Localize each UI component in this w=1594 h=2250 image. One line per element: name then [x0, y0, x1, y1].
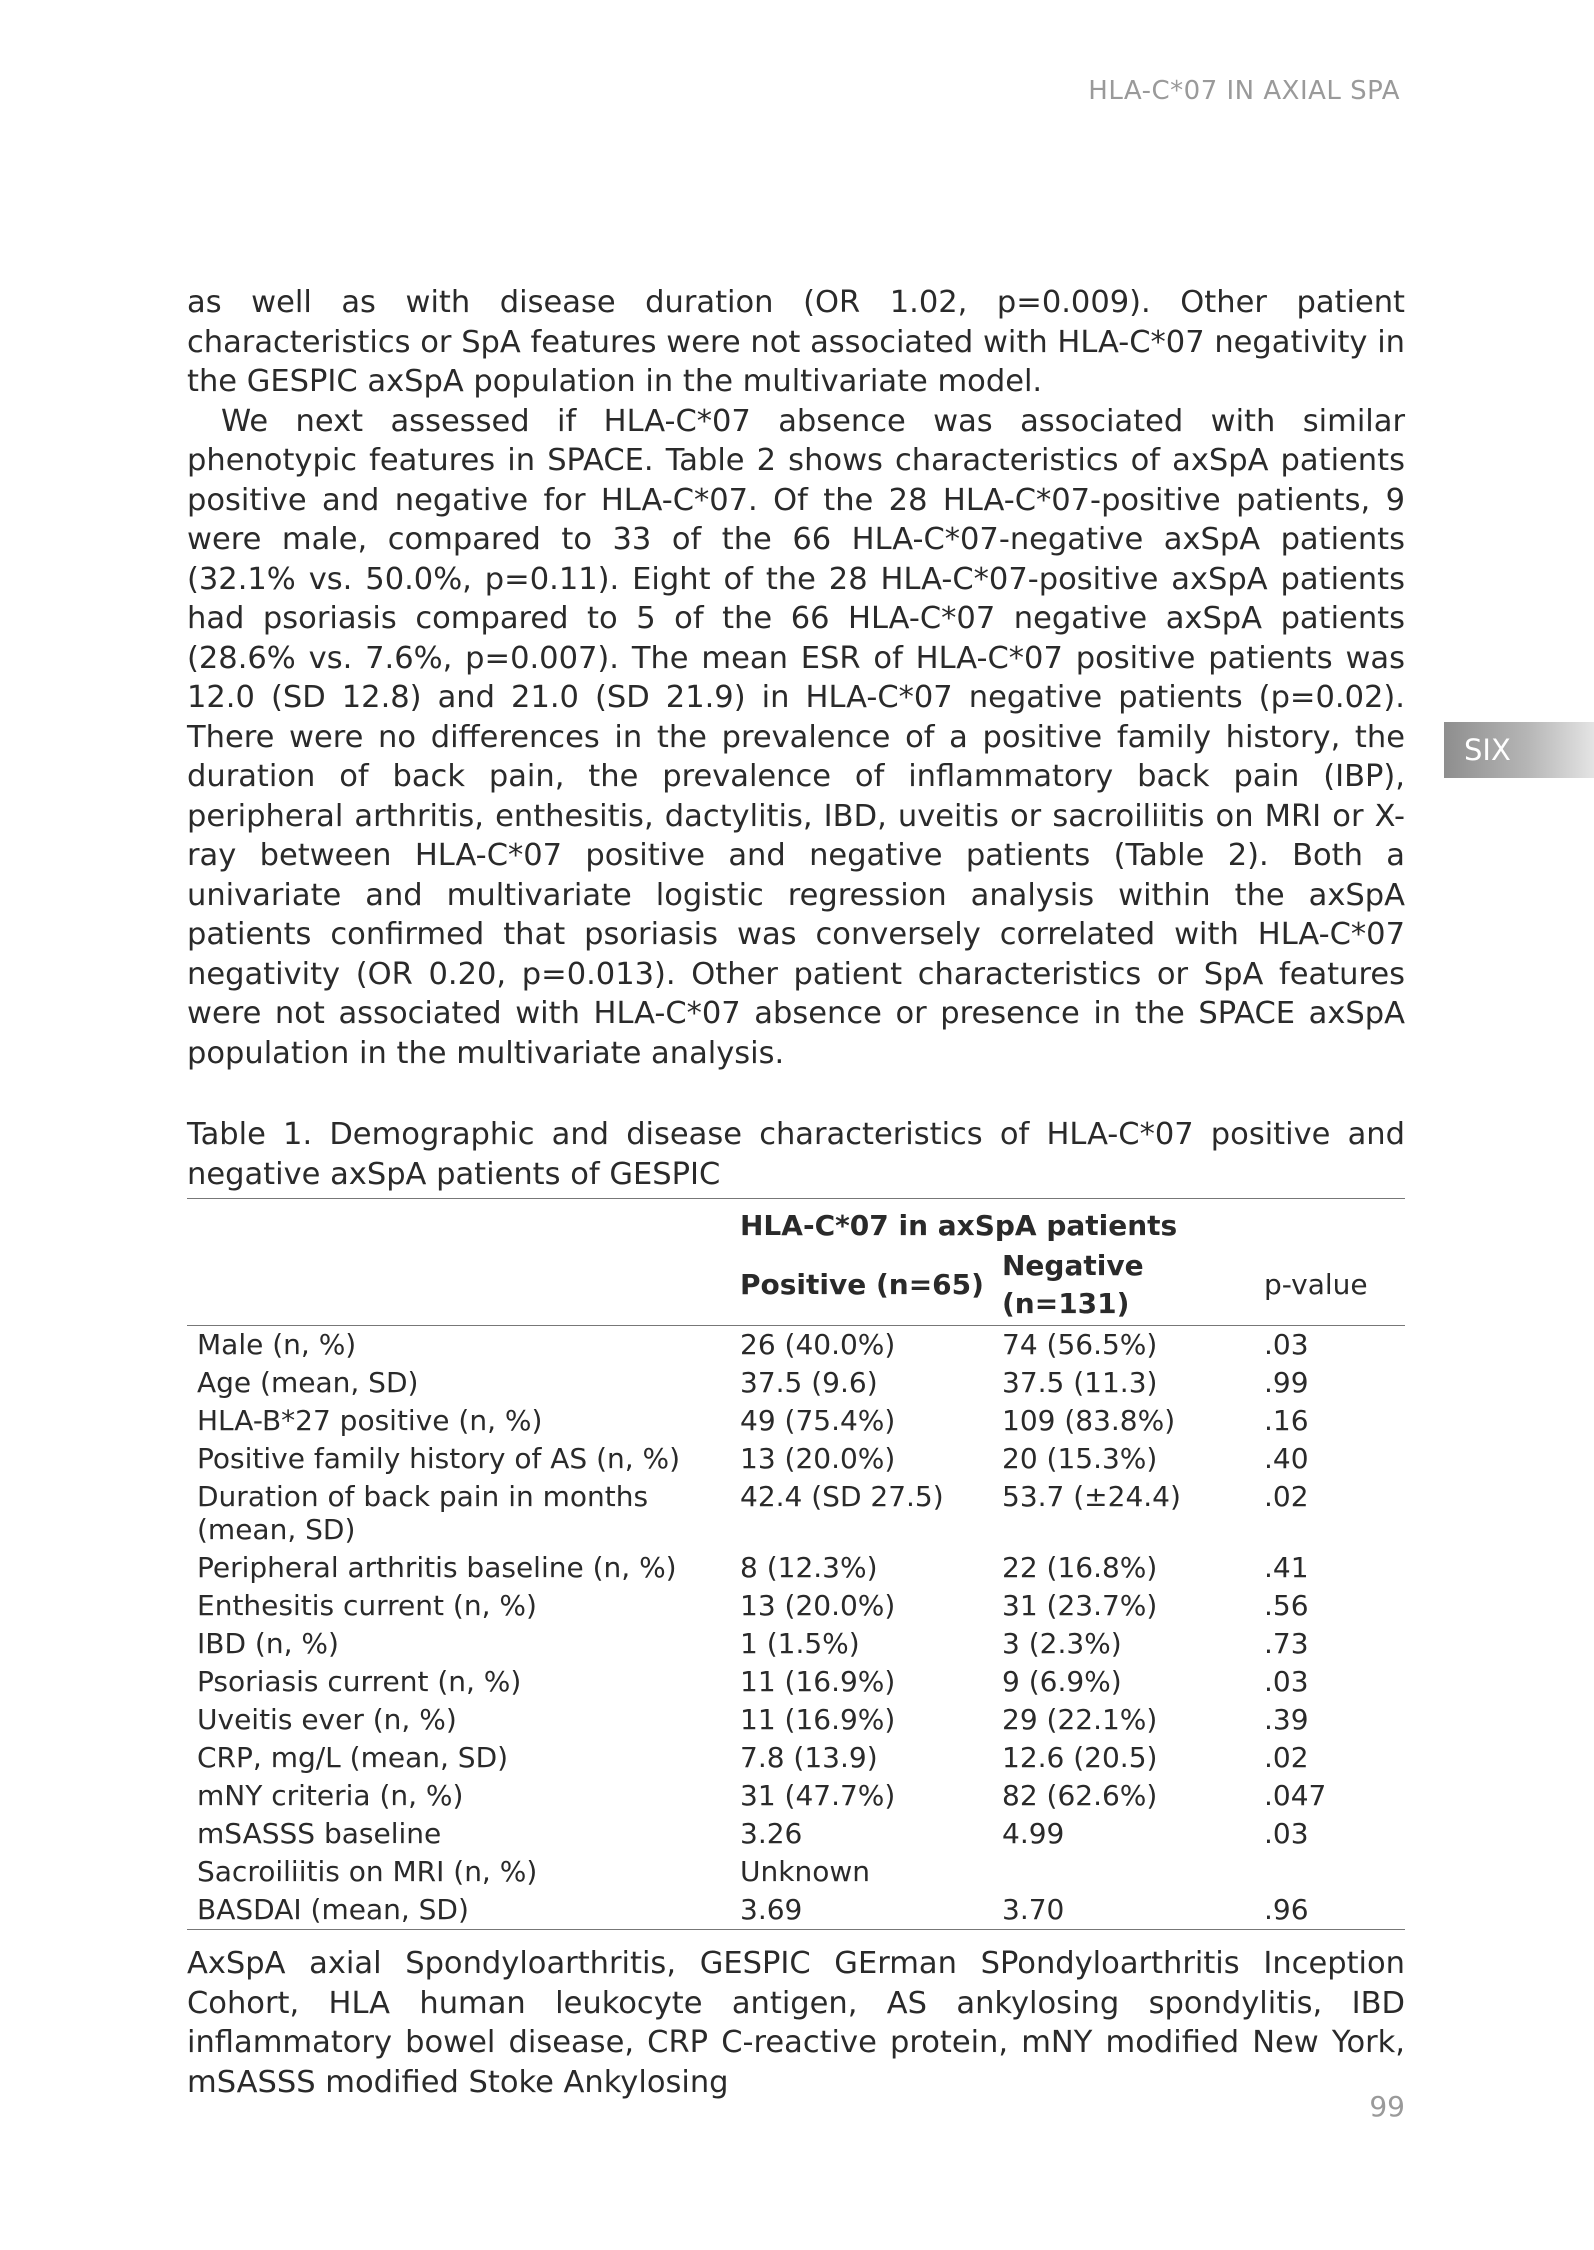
table-row [187, 1625, 1405, 1663]
row-p-value: .41 [1264, 1551, 1309, 1584]
row-negative-value: 4.99 [1002, 1817, 1065, 1850]
row-p-value: .40 [1264, 1442, 1309, 1475]
row-negative-value [1002, 1853, 1264, 1891]
table-footnote: AxSpA axial Spondyloarthritis, GESPIC GErman SPondyloarthritis Inception Cohort, HLA human leukocyte antigen, AS ankylosing spondylitis, IBD inflammatory bowel disease, CRP C-reactive protein, mNY modified New York, mSASSS modified Stoke Ankylosing [187, 1946, 1405, 2100]
row-negative-value: 37.5 (11.3) [1002, 1366, 1158, 1399]
paragraph-2: We next assessed if HLA-C*07 absence was associated with similar phenotypic features in SPACE. Table 2 shows characteristics of axSpA patients positive and negative for HLA-C*07. Of the 28 HLA-C*07-positive patients, 9 were male, compared to 33 of the 66 HLA-C*07-negative axSpA patients (32.1% vs. 50.0%, p=0.11). Eight of the 28 HLA-C*07-positive axSpA patients had psoriasis compared to 5 of the 66 HLA-C*07 negative axSpA patients (28.6% vs. 7.6%, p=0.007). The mean ESR of HLA-C*07 positive patients was 12.0 (SD 12.8) and 21.0 (SD 21.9) in HLA-C*07 negative patients (p=0.02). There were no differences in the prevalence of a positive family history, the duration of back pain, the prevalence of inflammatory back pain (IBP), peripheral arthritis, enthesitis, dactylitis, IBD, uveitis or sacroiliitis on MRI or X-ray between HLA-C*07 positive and negative patients (Table 2). Both a univariate and multivariate logistic regression analysis within the axSpA patients confirmed that psoriasis was conversely correlated with HLA-C*07 negativity (OR 0.20, p=0.013). Other patient characteristics or SpA features were not associated with HLA-C*07 absence or presence in the SPACE axSpA population in the multivariate analysis. [187, 403, 1405, 1071]
row-positive-value: 31 (47.7%) [740, 1779, 896, 1812]
row-positive-value: 13 (20.0%) [740, 1589, 896, 1622]
row-positive-value: 11 (16.9%) [740, 1665, 896, 1698]
row-positive-value: 7.8 (13.9) [740, 1741, 878, 1774]
row-p-value: .02 [1264, 1741, 1309, 1774]
header-empty-cell [1264, 1199, 1405, 1248]
row-positive-value: 3.26 [740, 1817, 803, 1850]
table-row [187, 1364, 1405, 1402]
row-p-value: .56 [1264, 1589, 1309, 1622]
table-row [187, 1440, 1405, 1478]
table-row [187, 1549, 1405, 1587]
row-negative-value: 22 (16.8%) [1002, 1551, 1158, 1584]
row-label: Age (mean, SD) [197, 1366, 419, 1399]
row-p-value: .03 [1264, 1665, 1309, 1698]
row-positive-value: 37.5 (9.6) [740, 1366, 878, 1399]
row-positive-value: 13 (20.0%) [740, 1442, 896, 1475]
table-row [187, 1701, 1405, 1739]
row-positive-value: 3.69 [740, 1891, 1002, 1930]
row-positive-value: Unknown [740, 1855, 870, 1888]
row-label: Sacroiliitis on MRI (n, %) [197, 1855, 538, 1888]
row-label [187, 1478, 740, 1549]
row-negative-value: 3.70 [1002, 1891, 1264, 1930]
row-positive-value: 49 (75.4%) [740, 1404, 896, 1437]
row-p-value [1264, 1853, 1405, 1891]
row-p-value: .99 [1264, 1366, 1309, 1399]
row-label: HLA-B*27 positive (n, %) [197, 1404, 543, 1437]
col-negative-header: Negative (n=131) [1002, 1247, 1264, 1326]
page-content [187, 283, 1405, 2102]
row-positive-value: 8 (12.3%) [740, 1551, 878, 1584]
row-label: CRP, mg/L (mean, SD) [197, 1741, 509, 1774]
row-p-value: .39 [1264, 1703, 1309, 1736]
row-label: IBD (n, %) [197, 1627, 339, 1660]
table-row [187, 1402, 1405, 1440]
row-positive-value: 1 (1.5%) [740, 1627, 860, 1660]
row-label-text: Duration of back pain in months (mean, SD) [197, 1480, 649, 1546]
table-group-header-row [187, 1199, 1405, 1248]
row-negative-value: 3 (2.3%) [1002, 1627, 1122, 1660]
row-negative-value: 109 (83.8%) [1002, 1404, 1176, 1437]
row-negative-value: 20 (15.3%) [1002, 1442, 1158, 1475]
table-row [187, 1815, 1405, 1853]
table-row [187, 1326, 1405, 1365]
row-label: Enthesitis current (n, %) [197, 1589, 537, 1622]
row-p-value: .73 [1264, 1627, 1309, 1660]
row-negative-value: 53.7 (±24.4) [1002, 1480, 1181, 1513]
col-positive-header: Positive (n=65) [740, 1247, 1002, 1326]
row-p-value: .02 [1264, 1480, 1309, 1513]
header-empty-cell [187, 1199, 740, 1248]
header-empty-cell [187, 1247, 740, 1326]
row-label: Positive family history of AS (n, %) [197, 1442, 681, 1475]
row-negative-value: 82 (62.6%) [1002, 1779, 1158, 1812]
row-label: Psoriasis current (n, %) [197, 1665, 522, 1698]
row-negative-value: 74 (56.5%) [1002, 1328, 1158, 1361]
row-negative-value: 9 (6.9%) [1002, 1665, 1122, 1698]
row-positive-value: 26 (40.0%) [740, 1328, 896, 1361]
row-positive-value: 42.4 (SD 27.5) [740, 1480, 944, 1513]
row-p-value: .96 [1264, 1891, 1405, 1930]
row-label: Peripheral arthritis baseline (n, %) [197, 1551, 677, 1584]
row-label: Uveitis ever (n, %) [197, 1703, 457, 1736]
row-p-value: .03 [1264, 1817, 1309, 1850]
row-label: mNY criteria (n, %) [197, 1779, 464, 1812]
table-row [187, 1777, 1405, 1815]
row-label: BASDAI (mean, SD) [187, 1891, 740, 1930]
table-row [187, 1478, 1405, 1549]
table-row [187, 1587, 1405, 1625]
row-p-value: .16 [1264, 1404, 1309, 1437]
table-body [187, 1326, 1405, 1930]
row-negative-value: 12.6 (20.5) [1002, 1741, 1158, 1774]
table-row [187, 1739, 1405, 1777]
group-header: HLA-C*07 in axSpA patients [740, 1199, 1264, 1248]
results-table [187, 1198, 1405, 1930]
col-pvalue-header: p-value [1264, 1247, 1405, 1326]
chapter-tab: SIX [1444, 722, 1594, 778]
paragraph-1: as well as with disease duration (OR 1.02, p=0.009). Other patient characteristics or SpA features were not associated with HLA-C*07 negativity in the GESPIC axSpA population in the multivariate model. [187, 285, 1405, 399]
page-number: 99 [1369, 2090, 1405, 2123]
row-label: mSASSS baseline [197, 1817, 442, 1850]
row-label: Male (n, %) [197, 1328, 357, 1361]
row-positive-value: 11 (16.9%) [740, 1703, 896, 1736]
row-p-value: .047 [1264, 1779, 1327, 1812]
table-row [187, 1663, 1405, 1701]
table-row [187, 1853, 1405, 1891]
row-negative-value: 29 (22.1%) [1002, 1703, 1158, 1736]
table-row [187, 1891, 1405, 1930]
running-head: HLA-C*07 IN AXIAL SPA [1088, 76, 1400, 106]
table-caption: Table 1. Demographic and disease characteristics of HLA-C*07 positive and negative axSpA patients of GESPIC [187, 1117, 1405, 1192]
table-column-header-row [187, 1247, 1405, 1326]
row-negative-value: 31 (23.7%) [1002, 1589, 1158, 1622]
row-p-value: .03 [1264, 1328, 1309, 1361]
